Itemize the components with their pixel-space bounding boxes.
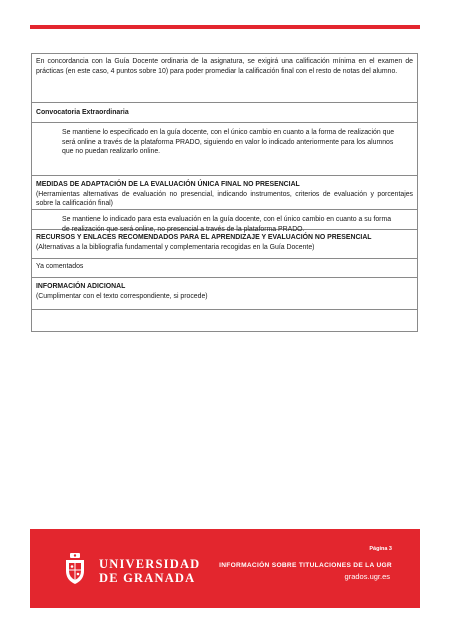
section-heading: RECURSOS Y ENLACES RECOMENDADOS PARA EL APRENDIZAJE Y EVALUACIÓN NO PRESENCIAL xyxy=(36,234,372,241)
row-text: Se mantiene lo especificado en la guía docente, con el único cambio en cuanto a la forma de realización que será online a través de la plataforma PRADO, siguiendo en valor lo indicado anteriormente para los alumnos que no puedan realizarlo online. xyxy=(62,129,395,156)
section-subtitle: (Herramientas alternativas de evaluación no presencial, indicando instrumentos, criterios de evaluación y porcentajes sobre la calificación final) xyxy=(36,190,413,208)
table-row xyxy=(32,123,417,176)
header-rule xyxy=(30,25,420,29)
section-heading: Convocatoria Extraordinaria xyxy=(36,109,129,116)
section-subtitle: (Alternativas a la bibliografía fundamental y complementaria recogidas en la Guía Docente) xyxy=(36,243,315,251)
table-row xyxy=(32,210,417,233)
section-heading: MEDIDAS DE ADAPTACIÓN DE LA EVALUACIÓN ÚNICA FINAL NO PRESENCIAL xyxy=(36,181,300,188)
page-number: Página 3 xyxy=(369,546,392,552)
row-text: Se mantiene lo indicado para esta evaluación en la guía docente, con el único cambio en cuanto a su forma de realización que será online, no presencial a través de la plataforma PRADO. xyxy=(62,216,392,233)
university-name-line2: DE GRANADA xyxy=(99,571,196,585)
row-text: En concordancia con la Guía Docente ordinaria de la asignatura, se exigirá una calificación mínima en el examen de prácticas (en este caso, 4 puntos sobre 10) para poder promediar la calificación final con el resto de notas del alumno. xyxy=(36,58,413,75)
section-subtitle: (Cumplimentar con el texto correspondiente, si procede) xyxy=(36,292,208,300)
evaluation-table xyxy=(31,53,418,332)
table-row xyxy=(32,230,417,259)
section-heading: INFORMACIÓN ADICIONAL xyxy=(36,283,126,290)
university-name-line1: UNIVERSIDAD xyxy=(99,557,201,571)
university-crest-icon xyxy=(63,553,87,585)
table-row xyxy=(32,103,417,123)
table-row xyxy=(32,278,417,310)
table-row xyxy=(32,176,417,210)
row-text: Ya comentados xyxy=(36,263,84,270)
table-row xyxy=(32,259,417,278)
footer-banner xyxy=(30,529,420,608)
table-row-empty xyxy=(32,310,417,331)
footer-website-link[interactable]: grados.ugr.es xyxy=(344,572,390,581)
footer-info-title: INFORMACIÓN SOBRE TITULACIONES DE LA UGR xyxy=(219,562,392,569)
table-row xyxy=(32,54,417,103)
